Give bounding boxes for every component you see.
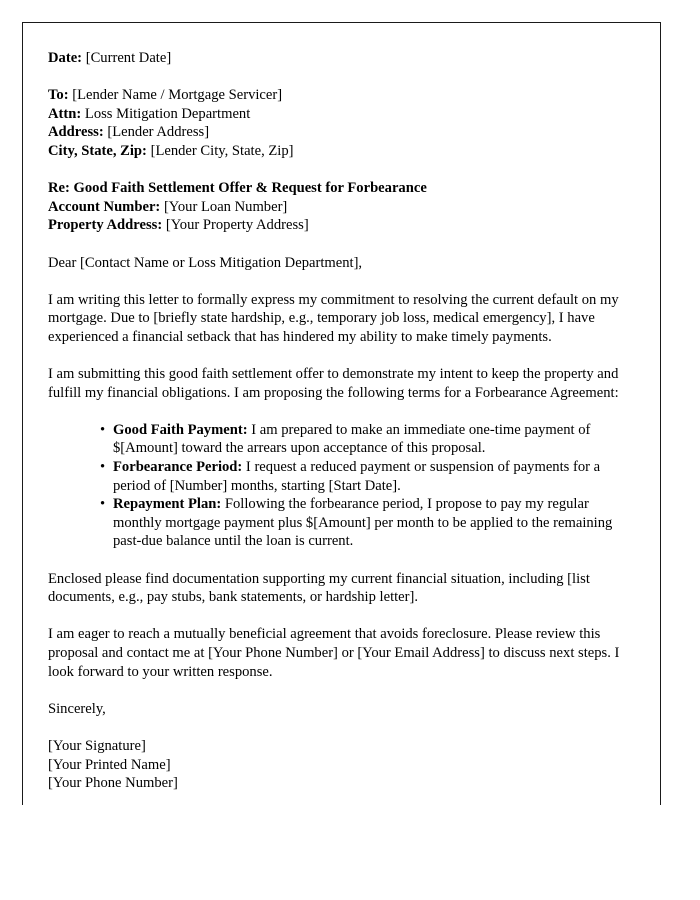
to-label: To: <box>48 87 69 104</box>
address-line <box>48 123 633 142</box>
city-state-zip-label: City, State, Zip: <box>48 142 147 159</box>
city-state-zip-value: [Lender City, State, Zip] <box>150 142 294 159</box>
property-address-line <box>48 216 633 235</box>
terms-list <box>48 421 633 551</box>
date-block <box>48 49 633 68</box>
term-label: Forbearance Period: <box>113 459 243 476</box>
salutation: Dear [Contact Name or Loss Mitigation Department], <box>48 254 363 271</box>
paragraph-enclosures: Enclosed please find documentation supporting my current financial situation, including [list documents, e.g., pay stubs, bank statements, or hardship letter]. <box>48 570 590 606</box>
attn-value: Loss Mitigation Department <box>84 105 251 122</box>
to-line <box>48 86 633 105</box>
subject-block <box>48 179 633 235</box>
letter-page <box>22 22 661 805</box>
city-state-zip-line <box>48 142 633 161</box>
property-address-label: Property Address: <box>48 217 163 234</box>
property-address-value: [Your Property Address] <box>165 217 309 234</box>
term-label: Good Faith Payment: <box>113 421 248 438</box>
attn-label: Attn: <box>48 105 82 122</box>
account-number-value: [Your Loan Number] <box>163 198 288 215</box>
account-number-label: Account Number: <box>48 198 161 215</box>
address-label: Address: <box>48 124 104 141</box>
list-item <box>101 421 633 458</box>
attn-line <box>48 105 633 124</box>
term-text: I am prepared to make an immediate one-time payment of $[Amount] toward the arrears upon acceptance of this proposal. <box>113 421 591 457</box>
date-value: [Current Date] <box>85 50 172 66</box>
paragraph-closing: I am eager to reach a mutually beneficial agreement that avoids foreclosure. Please review this proposal and contact me at [Your Phone Number] or [Your Email Address] to discuss next steps. I look forward to your written response. <box>48 626 620 680</box>
term-label: Repayment Plan: <box>113 496 222 513</box>
date-line <box>48 49 633 68</box>
list-item <box>101 495 633 551</box>
recipient-block <box>48 86 633 160</box>
address-value: [Lender Address] <box>107 124 210 141</box>
to-value: [Lender Name / Mortgage Servicer] <box>72 87 283 104</box>
printed-name-line: [Your Printed Name] <box>48 756 171 773</box>
account-number-line <box>48 198 633 217</box>
date-label: Date: <box>48 50 83 66</box>
signature-line: [Your Signature] <box>48 737 146 754</box>
letter-body <box>23 23 660 793</box>
signoff-closing-block <box>48 700 633 719</box>
phone-line: [Your Phone Number] <box>48 775 178 792</box>
list-item <box>101 458 633 495</box>
paragraph-offer-intro: I am submitting this good faith settlement offer to demonstrate my intent to keep the property and fulfill my financial obligations. I am proposing the following terms for a Forbearance Agreement: <box>48 366 619 401</box>
re-line: Re: Good Faith Settlement Offer & Request for Forbearance <box>48 180 427 197</box>
signoff-closing-word: Sincerely, <box>48 700 106 717</box>
paragraph-intro: I am writing this letter to formally express my commitment to resolving the current default on my mortgage. Due to [briefly state hardship, e.g., temporary job loss, medical emergency], I have experienced a financial setback that has hindered my ability to make timely payments. <box>48 291 619 345</box>
term-text: I request a reduced payment or suspension of payments for a period of [Number] months, starting [Start Date]. <box>113 459 601 494</box>
term-text: Following the forbearance period, I propose to pay my regular monthly mortgage payment plus $[Amount] per month to be applied to the remaining past-due balance until the loan is current. <box>113 496 613 550</box>
signature-block <box>48 737 633 793</box>
